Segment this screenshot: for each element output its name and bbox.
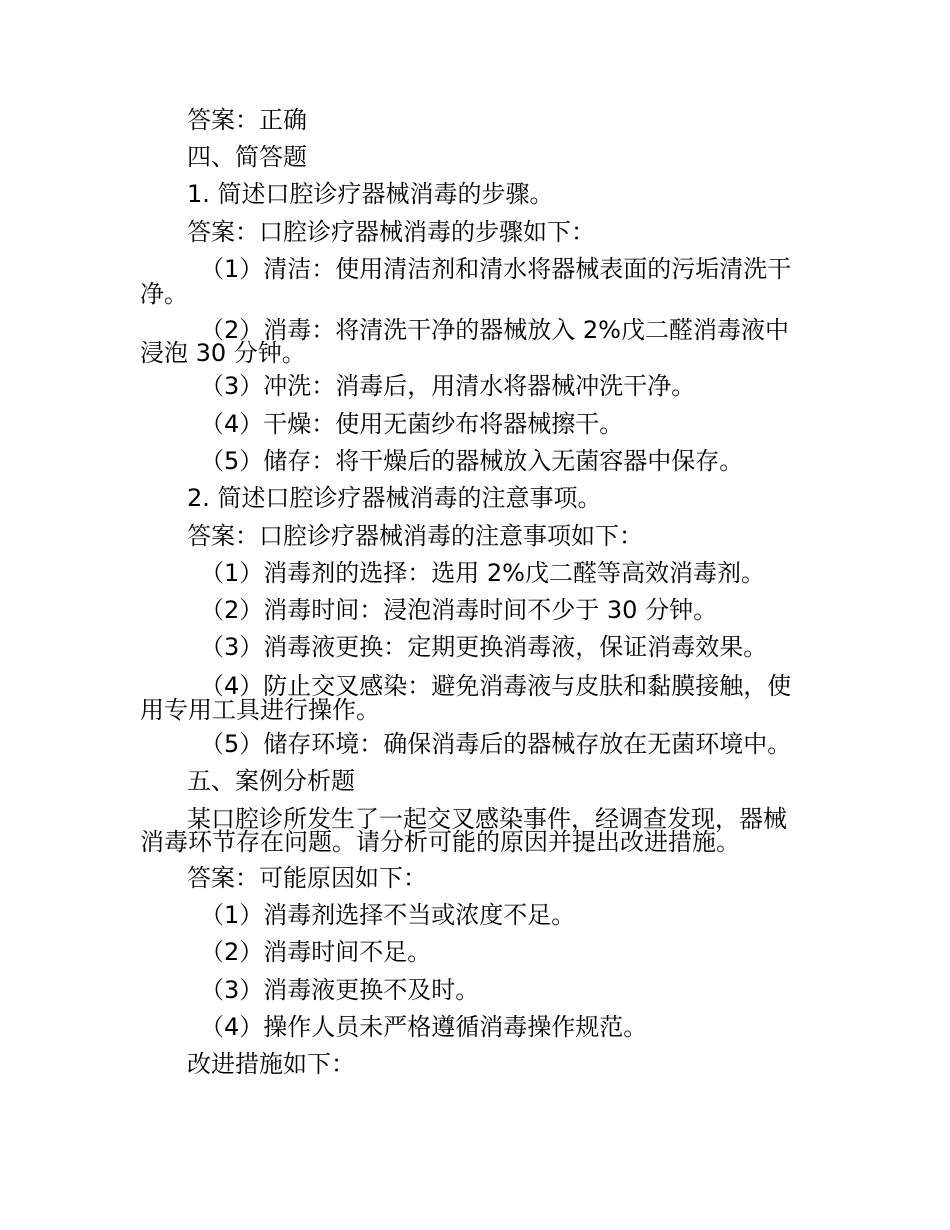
- answer-line: 答案：口腔诊疗器械消毒的步骤如下：: [187, 218, 595, 246]
- list-item: （4）防止交叉感染：避免消毒液与皮肤和黏膜接触，使: [200, 672, 792, 700]
- answer-line: 答案：可能原因如下：: [187, 864, 427, 892]
- list-item: （3）消毒液更换：定期更换消毒液，保证消毒效果。: [200, 633, 768, 661]
- question-line: 某口腔诊所发生了一起交叉感染事件，经调查发现，器械: [187, 805, 787, 833]
- list-item: （1）消毒剂的选择：选用 2%戊二醛等高效消毒剂。: [200, 559, 765, 587]
- list-item: （2）消毒时间：浸泡消毒时间不少于 30 分钟。: [200, 596, 718, 624]
- list-item-continuation: 净。: [140, 280, 188, 308]
- answer-line: 答案：正确: [187, 106, 307, 134]
- question-line: 2. 简述口腔诊疗器械消毒的注意事项。: [187, 484, 602, 512]
- list-item: （5）储存：将干燥后的器械放入无菌容器中保存。: [200, 447, 744, 475]
- list-item: （3）冲洗：消毒后，用清水将器械冲洗干净。: [200, 372, 696, 400]
- list-item: （1）清洁：使用清洁剂和清水将器械表面的污垢清洗干: [200, 255, 792, 283]
- list-item: （3）消毒液更换不及时。: [200, 976, 480, 1004]
- answer-line: 答案：口腔诊疗器械消毒的注意事项如下：: [187, 522, 643, 550]
- list-item: （2）消毒时间不足。: [200, 938, 432, 966]
- section-heading: 四、简答题: [187, 143, 307, 171]
- list-item-continuation: 用专用工具进行操作。: [140, 696, 380, 724]
- list-item: （1）消毒剂选择不当或浓度不足。: [200, 901, 576, 929]
- list-item: （2）消毒：将清洗干净的器械放入 2%戊二醛消毒液中: [200, 316, 789, 344]
- question-continuation: 消毒环节存在问题。请分析可能的原因并提出改进措施。: [140, 828, 740, 856]
- section-heading: 五、案例分析题: [187, 767, 355, 795]
- list-item-continuation: 浸泡 30 分钟。: [140, 339, 306, 367]
- answer-line: 改进措施如下：: [187, 1050, 355, 1078]
- list-item: （4）操作人员未严格遵循消毒操作规范。: [200, 1013, 648, 1041]
- list-item: （5）储存环境：确保消毒后的器械存放在无菌环境中。: [200, 730, 792, 758]
- list-item: （4）干燥：使用无菌纱布将器械擦干。: [200, 410, 624, 438]
- question-line: 1. 简述口腔诊疗器械消毒的步骤。: [187, 180, 554, 208]
